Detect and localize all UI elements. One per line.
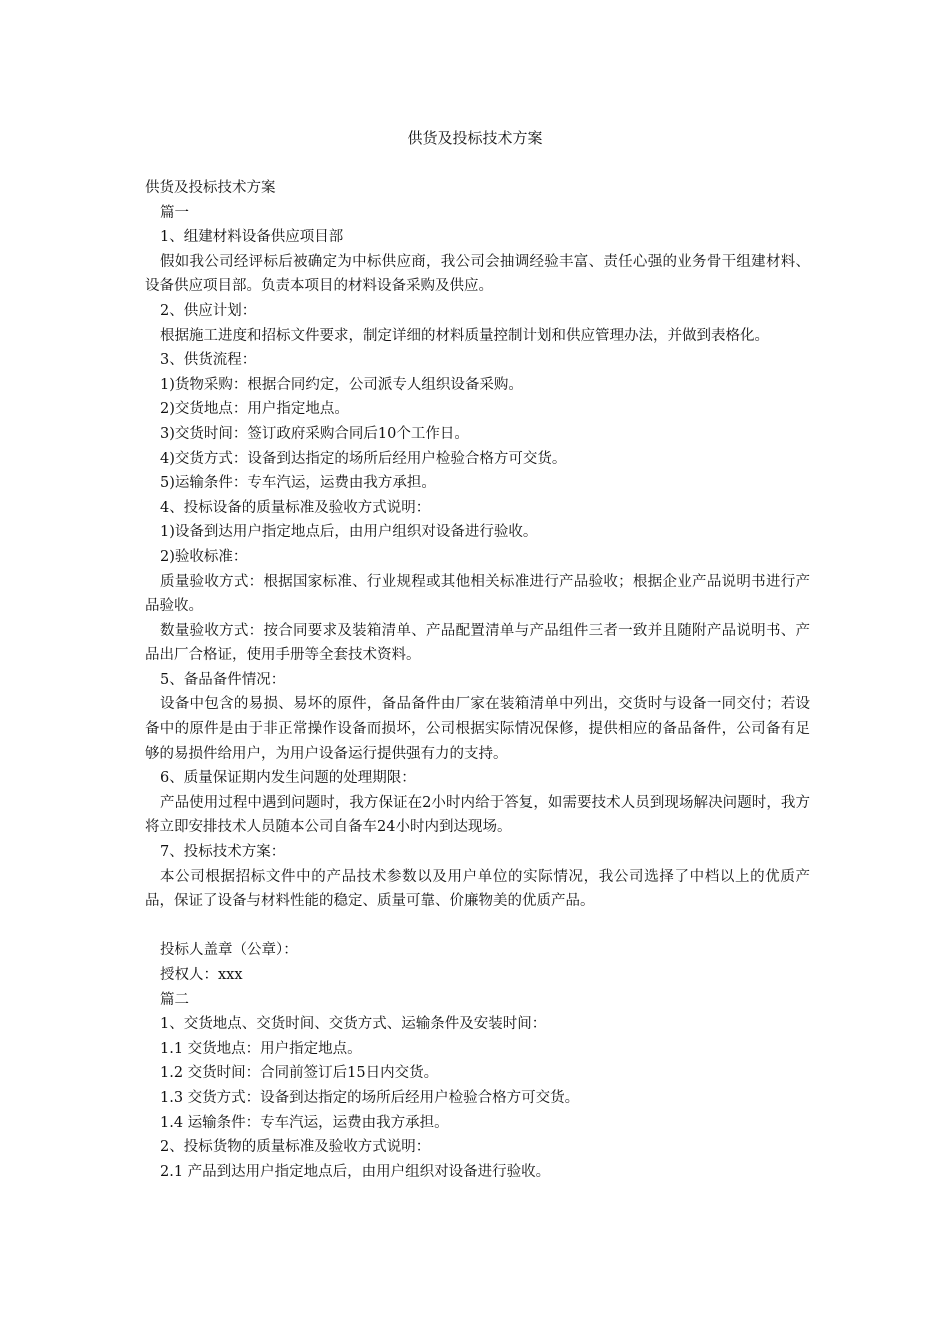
bidder-seal-line: 投标人盖章（公章）： — [160, 942, 298, 959]
section-label-part-one: 篇一 — [160, 204, 189, 221]
section-heading: 4、投标设备的质量标准及验收方式说明： — [160, 499, 431, 516]
paragraph: 设备中包含的易损、易坏的原件，备品备件由厂家在装箱清单中列出，交货时与设备一同交付；若设备中的原件是由于非正常操作设备而损坏，公司根据实际情况保修，提供相应的备品备件，公司备有足够的易损件给用户，为用户设备运行提供强有力的支持。 — [145, 696, 810, 762]
section-heading: 6、质量保证期内发生问题的处理期限： — [160, 770, 416, 787]
list-item: 2)交货地点：用户指定地点。 — [160, 401, 349, 418]
section-heading: 7、投标技术方案： — [160, 844, 286, 861]
authorized-person-line: 授权人：xxx — [160, 967, 243, 983]
section-heading: 2、投标货物的质量标准及验收方式说明： — [160, 1139, 431, 1156]
document-title: 供货及投标技术方案 — [407, 129, 543, 147]
paragraph: 假如我公司经评标后被确定为中标供应商，我公司会抽调经验丰富、责任心强的业务骨干组建材料、设备供应项目部。负责本项目的材料设备采购及供应。 — [145, 253, 810, 295]
list-item: 5)运输条件：专车汽运，运费由我方承担。 — [160, 475, 436, 492]
section-heading: 5、备品备件情况： — [160, 671, 286, 688]
document-body — [145, 176, 810, 1184]
body-heading: 供货及投标技术方案 — [145, 180, 276, 196]
paragraph: 质量验收方式：根据国家标准、行业规程或其他相关标准进行产品验收；根据企业产品说明书进行产品验收。 — [145, 573, 810, 615]
list-item: 4)交货方式：设备到达指定的场所后经用户检验合格方可交货。 — [160, 450, 567, 467]
list-item: 2)验收标准： — [160, 548, 248, 565]
section-label-part-two: 篇二 — [160, 991, 189, 1008]
blank-line — [145, 914, 810, 939]
list-item: 1.1 交货地点：用户指定地点。 — [160, 1040, 362, 1057]
section-heading: 1、交货地点、交货时间、交货方式、运输条件及安装时间： — [160, 1016, 547, 1033]
paragraph: 根据施工进度和招标文件要求，制定详细的材料质量控制计划和供应管理办法，并做到表格化。 — [160, 327, 769, 344]
list-item: 2.1 产品到达用户指定地点后，由用户组织对设备进行验收。 — [160, 1163, 551, 1180]
paragraph: 本公司根据招标文件中的产品技术参数以及用户单位的实际情况，我公司选择了中档以上的优质产品，保证了设备与材料性能的稳定、质量可靠、价廉物美的优质产品。 — [145, 868, 810, 910]
paragraph: 数量验收方式：按合同要求及装箱清单、产品配置清单与产品组件三者一致并且随附产品说明书、产品出厂合格证，使用手册等全套技术资料。 — [145, 622, 810, 664]
section-heading: 3、供货流程： — [160, 352, 257, 369]
list-item: 1.4 运输条件：专车汽运，运费由我方承担。 — [160, 1114, 449, 1131]
list-item: 1)设备到达用户指定地点后，由用户组织对设备进行验收。 — [160, 524, 538, 541]
section-heading: 1、组建材料设备供应项目部 — [160, 229, 344, 246]
list-item: 1.2 交货时间：合同前签订后15日内交货。 — [160, 1065, 439, 1082]
section-heading: 2、供应计划： — [160, 302, 257, 319]
list-item: 1)货物采购：根据合同约定，公司派专人组织设备采购。 — [160, 376, 523, 393]
paragraph: 产品使用过程中遇到问题时，我方保证在2小时内给于答复，如需要技术人员到现场解决问题时，我方将立即安排技术人员随本公司自备车24小时内到达现场。 — [145, 794, 810, 836]
list-item: 3)交货时间：签订政府采购合同后10个工作日。 — [160, 425, 469, 442]
list-item: 1.3 交货方式：设备到达指定的场所后经用户检验合格方可交货。 — [160, 1089, 580, 1106]
